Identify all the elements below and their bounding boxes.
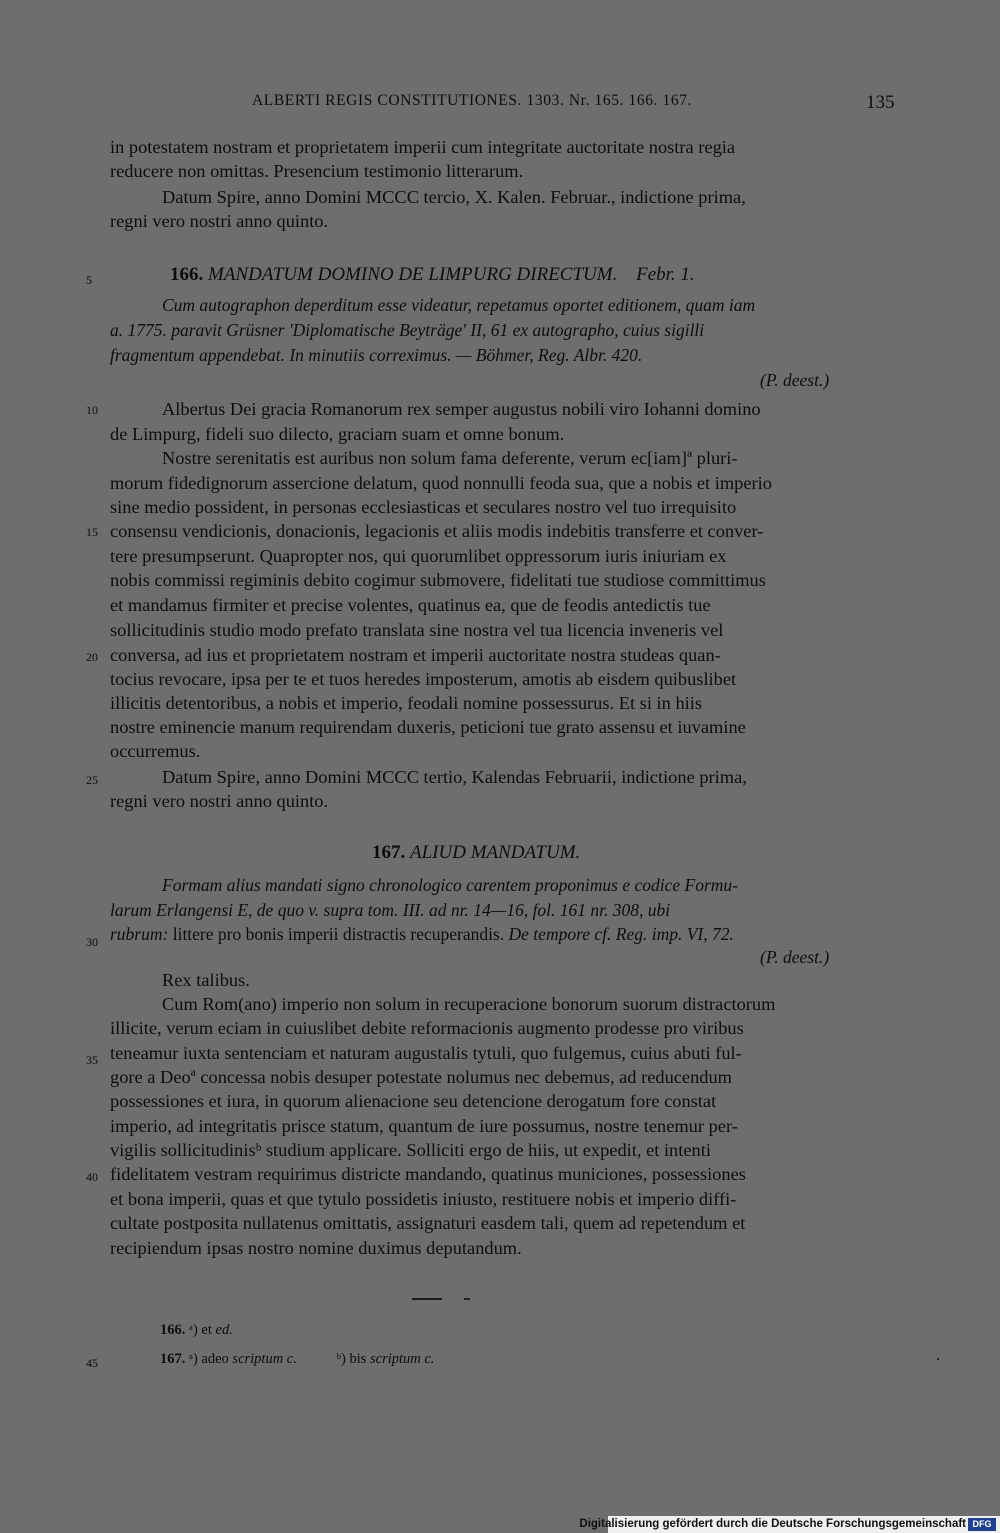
line-number: 35 xyxy=(86,1053,98,1067)
doc166-date: Febr. 1. xyxy=(636,264,695,285)
doc167-text-line: imperio, ad integritatis prisce statum, quantum de iure possumus, nostre tenemur per- xyxy=(110,1116,738,1136)
doc166-text-line: tocius revocare, ipsa per te et tuos heredes imposterum, amotis ab eisdem quibuslibet xyxy=(110,669,737,689)
text-line: in potestatem nostram et proprietatem imperii cum integritate auctoritate nostra regia xyxy=(110,137,736,157)
line-number: 10 xyxy=(86,403,98,417)
footnote-text: et xyxy=(201,1322,212,1338)
doc166-text-line: tere presumpserunt. Quapropter nos, qui quorumlibet oppressorum iuris iniuriam ex xyxy=(110,546,727,566)
doc167-note-line: larum Erlangensi E, de quo v. supra tom. III. ad nr. 14—16, fol. 161 nr. 308, ubi xyxy=(110,900,671,920)
doc167-text-line: recipiendum ipsas nostro nomine duximus deputandum. xyxy=(110,1238,522,1258)
line-number: 15 xyxy=(86,525,98,539)
footnote-167 xyxy=(160,1351,434,1368)
line-number: 40 xyxy=(86,1170,98,1184)
footnote-source: scriptum c. xyxy=(369,1351,435,1367)
doc167-note-tail: De tempore cf. Reg. imp. VI, 72. xyxy=(508,924,734,944)
doc167-text-line: teneamur iuxta sentenciam et naturam augustalis tytuli, quo fulgemus, cuius abuti ful- xyxy=(110,1043,742,1063)
doc166-text-line: sine medio possident, in personas ecclesiasticas et seculares nostro vel tuo irrequisito xyxy=(110,497,737,517)
doc166-title: MANDATUM DOMINO DE LIMPURG DIRECTUM. xyxy=(208,264,618,285)
doc166-heading xyxy=(170,264,695,286)
line-number: 45 xyxy=(86,1356,98,1370)
doc167-text-line: possessiones et iura, in quorum alienacione seu detencione derogatum fore constat xyxy=(110,1091,717,1111)
text-line: Datum Spire, anno Domini MCCC tercio, X. Kalen. Februar., indictione prima, xyxy=(162,187,746,207)
footnote-text: adeo xyxy=(201,1351,229,1367)
line-number: 30 xyxy=(86,935,98,949)
doc167-text-line: et bona imperii, quas et que tytulo possidetis iniusto, restituere nobis et imperio diffi- xyxy=(110,1189,737,1209)
doc167-note-mid: littere pro bonis imperii distractis recuperandis. xyxy=(172,924,505,944)
line-number: 25 xyxy=(86,773,98,787)
doc166-text-line: occurremus. xyxy=(110,741,201,761)
doc166-text-line: nobis commissi regiminis debito cogimur submovere, fidelitati tue studiose committimus xyxy=(110,570,766,590)
doc167-text-line: illicite, verum eciam in cuiuslibet debite reformacionis augmento prodesse pro viribus xyxy=(110,1018,744,1038)
doc167-text-line: gore a Deoª concessa nobis desuper potestate nolumus nec debemus, ad reducendum xyxy=(110,1067,732,1087)
footnote-source: scriptum c. xyxy=(232,1351,297,1367)
doc167-note-rubrum: rubrum: xyxy=(110,924,169,944)
footnote-source: ed. xyxy=(215,1322,233,1338)
doc166-note-line: a. 1775. paravit Grüsner 'Diplomatische Beyträge' II, 61 ex autographo, cuius sigilli xyxy=(110,320,705,340)
doc167-text-line: vigilis sollicitudinisᵇ studium applicare. Solliciti ergo de hiis, ut expedit, et intenti xyxy=(110,1140,711,1160)
doc166-text-line: conversa, ad ius et proprietatem nostram et imperii auctoritate nostra studeas quan- xyxy=(110,645,721,665)
doc166-text-line: morum fidedignorum assercione delatum, quod nonnulli feoda sua, que a nobis et imperio xyxy=(110,473,772,493)
running-title: ALBERTI REGIS CONSTITUTIONES. 1303. Nr. 165. 166. 167. xyxy=(252,92,693,109)
doc167-text-line: fidelitatem vestram requirimus districte mandando, quatinus municiones, possessiones xyxy=(110,1164,746,1184)
doc166-text-line: nostre eminencie manum requirendam duxeris, peticioni tue grato assensu et iuvamine xyxy=(110,717,746,737)
doc166-text-line: Albertus Dei gracia Romanorum rex semper augustus nobili viro Iohanni domino xyxy=(162,399,761,419)
page-number: 135 xyxy=(866,92,895,113)
scan-speck xyxy=(937,1358,939,1360)
doc167-number: 167. xyxy=(372,842,406,863)
footnote-text: bis xyxy=(349,1351,367,1367)
footnote-mark: ᵃ) xyxy=(189,1351,198,1367)
line-number: 20 xyxy=(86,650,98,664)
doc166-note-line: Cum autographon deperditum esse videatur, repetamus oportet editionem, quam iam xyxy=(162,295,756,315)
doc166-text-line: Datum Spire, anno Domini MCCC tertio, Kalendas Februarii, indictione prima, xyxy=(162,767,747,787)
footnote-166 xyxy=(160,1322,233,1339)
doc166-text-line: Nostre serenitatis est auribus non solum fama deferente, verum ec[iam]ª pluri- xyxy=(162,448,738,468)
separator-rule xyxy=(412,1298,442,1300)
doc166-text-line: consensu vendicionis, donacionis, legacionis et aliis modis indebitis transferre et conver- xyxy=(110,521,764,541)
text-line: reducere non omittas. Presencium testimonio litterarum. xyxy=(110,161,524,181)
doc166-note-status: (P. deest.) xyxy=(760,370,830,390)
dfg-logo-icon: DFG xyxy=(968,1518,996,1531)
doc166-note-line: fragmentum appendebat. In minutiis correximus. — Böhmer, Reg. Albr. 420. xyxy=(110,345,643,365)
doc167-note-line xyxy=(110,924,734,945)
doc167-note-status: (P. deest.) xyxy=(760,947,830,967)
text-line: regni vero nostri anno quinto. xyxy=(110,211,329,231)
doc167-note-line: Formam alius mandati signo chronologico carentem proponimus e codice Formu- xyxy=(162,875,738,895)
footnote-number: 166. xyxy=(160,1322,186,1338)
footer-credit: Digitalisierung gefördert durch die Deutsche Forschungsgemeinschaft xyxy=(579,1518,966,1530)
doc166-text-line: regni vero nostri anno quinto. xyxy=(110,791,329,811)
footnote-number: 167. xyxy=(160,1351,186,1367)
doc167-text-line: cultate postposita nullatenus omittatis, assignaturi easdem tali, quem ad repetendum et xyxy=(110,1213,746,1233)
line-number: 5 xyxy=(86,273,92,287)
doc166-text-line: sollicitudinis studio modo prefato translata sine nostra vel tua licencia inveneris vel xyxy=(110,620,724,640)
footnote-mark: ᵇ) xyxy=(336,1351,346,1367)
doc166-text-line: de Limpurg, fideli suo dilecto, graciam suam et omne bonum. xyxy=(110,424,565,444)
doc166-number: 166. xyxy=(170,264,204,285)
doc166-text-line: et mandamus firmiter et precise volentes, quatinus ea, que de feodis antedictis tue xyxy=(110,595,711,615)
doc167-title: ALIUD MANDATUM. xyxy=(410,842,581,863)
doc167-text-line: Rex talibus. xyxy=(162,970,250,990)
doc167-text-line: Cum Rom(ano) imperio non solum in recuperacione bonorum suorum distractorum xyxy=(162,994,776,1014)
doc166-text-line: illicitis detentoribus, a nobis et imperio, feodali nomine possessurus. Et si in hiis xyxy=(110,693,703,713)
footnote-mark: ᵃ) xyxy=(189,1322,198,1338)
doc167-heading xyxy=(372,842,580,864)
separator-rule xyxy=(464,1298,470,1300)
